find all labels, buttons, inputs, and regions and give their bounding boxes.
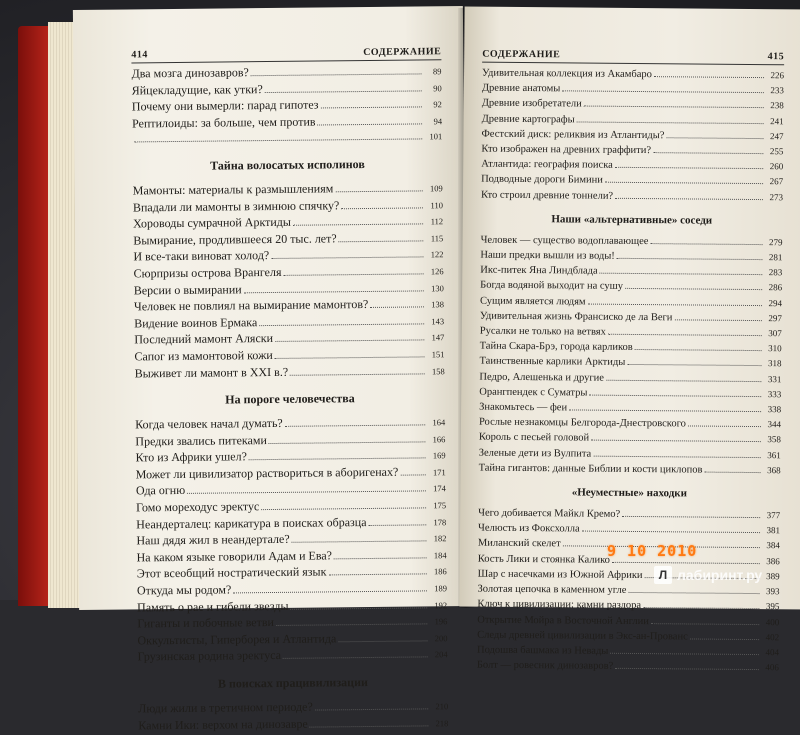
toc-entry-title: Сюрпризы острова Врангеля xyxy=(133,264,282,281)
toc-entry-title: Может ли цивилизатор раствориться в аборигенах? xyxy=(135,464,399,482)
toc-entry-title: Выживет ли мамонт в XXI в.? xyxy=(134,364,289,380)
toc-entry-page: 279 xyxy=(769,236,783,248)
date-stamp: 9 10 2010 xyxy=(607,542,698,560)
toc-entry xyxy=(481,126,783,144)
dot-leader xyxy=(674,319,761,321)
dot-leader xyxy=(612,561,760,563)
toc-entry xyxy=(481,157,783,175)
dot-leader xyxy=(628,592,759,594)
toc-entry-page: 164 xyxy=(432,417,446,428)
toc-entry-title: Атлантида: география поиска xyxy=(481,158,613,172)
toc-entry-title: Камни Ики: верхом на динозавре xyxy=(138,716,308,733)
toc-entry-title: Люди жили в третичном периоде? xyxy=(138,699,313,716)
toc-entry-title: Тайна гигантов: данные Библии и кости циклопов xyxy=(478,462,703,476)
dot-leader xyxy=(261,507,426,510)
open-book xyxy=(18,8,798,733)
dot-leader xyxy=(643,607,759,609)
toc-entry-page: 384 xyxy=(766,540,780,551)
dot-leader xyxy=(622,516,760,518)
toc-entry-page: 307 xyxy=(768,328,782,339)
toc-entry-title: Ода огню xyxy=(135,483,186,498)
toc-entry-title: Тайна Скара-Брэ, города карликов xyxy=(479,340,633,354)
toc-entry-title: Когда человек начал думать? xyxy=(135,415,283,432)
toc-entry-page: 381 xyxy=(766,525,781,536)
dot-leader xyxy=(627,364,761,366)
toc-entry xyxy=(477,643,779,661)
toc-entry-page: 238 xyxy=(770,100,784,111)
toc-entry-page: 166 xyxy=(432,433,446,445)
dot-leader xyxy=(315,708,428,710)
dot-leader xyxy=(269,441,426,444)
toc-entry-page: 200 xyxy=(434,632,448,644)
toc-entry xyxy=(478,521,780,539)
dot-leader xyxy=(187,491,426,495)
dot-leader xyxy=(134,139,422,143)
dot-leader xyxy=(605,182,763,184)
section-heading: Тайна волосатых исполинов xyxy=(210,156,365,173)
toc-entry-title: Видение воинов Ермака xyxy=(134,314,258,331)
toc-entry-title: Откуда мы родом? xyxy=(136,582,232,598)
dot-leader xyxy=(276,624,427,627)
toc-entry-title: Болт — ровесник динозавров? xyxy=(476,659,614,672)
toc-entry xyxy=(479,400,781,418)
toc-entry-title: Наши предки вышли из воды! xyxy=(480,249,615,262)
dot-leader xyxy=(339,240,424,242)
dot-leader xyxy=(321,107,422,109)
toc-entry xyxy=(480,293,782,311)
toc-entry-title: Миланский скелет xyxy=(477,538,561,550)
toc-entry-title: Золотая цепочка в каменном угле xyxy=(477,583,627,597)
watermark-text: лабиринт.ру xyxy=(677,567,763,583)
toc-entry-title: Гиганты и побочные ветви xyxy=(137,615,274,631)
toc-entry-title: Челюсть из Фоксхолла xyxy=(478,522,580,535)
toc-entry xyxy=(482,66,784,84)
toc-entry xyxy=(479,430,781,448)
toc-entry xyxy=(482,81,784,99)
dot-leader xyxy=(251,73,422,76)
toc-entry-page: 178 xyxy=(433,516,447,527)
section-heading: «Неуместные» находки xyxy=(571,486,688,500)
toc-entry-title: Человек — существо водоплавающее xyxy=(480,234,649,247)
dot-leader xyxy=(369,524,427,526)
toc-entry-page: 130 xyxy=(430,282,444,293)
dot-leader xyxy=(608,334,762,336)
toc-entry-title: Древние анатомы xyxy=(481,82,561,95)
toc-entry-page: 241 xyxy=(770,115,784,126)
dot-leader xyxy=(617,258,763,260)
toc-entry-page: 196 xyxy=(434,616,448,627)
toc-entry-title: Человек не повлиял на вымирание мамонтов? xyxy=(133,297,369,314)
toc-entry-title: Шар с насечками из Южной Африки xyxy=(477,568,643,581)
dot-leader xyxy=(259,323,424,326)
toc-entry-page: 402 xyxy=(765,631,780,642)
toc-entry xyxy=(135,363,445,383)
toc-entry-title: Кость Лики и стоянка Калико xyxy=(477,553,610,566)
toc-entry-page: 233 xyxy=(770,85,784,96)
toc-entry-title: Фестский диск: реликвия из Атлантиды? xyxy=(481,128,665,142)
toc-entry-title: Следы древней цивилизации в Экс-ан-Прованс xyxy=(477,629,688,643)
toc-entry-title: Сущим является людям xyxy=(480,295,586,308)
dot-leader xyxy=(233,590,427,593)
toc-entry xyxy=(479,369,781,387)
toc-entry-title: Удивительная жизнь Франсиско де ла Веги xyxy=(479,310,673,324)
toc-entry-title: На каком языке говорили Адам и Ева? xyxy=(136,548,333,565)
section-heading: На пороге человечества xyxy=(225,391,355,407)
toc-entry-page: 158 xyxy=(431,365,445,376)
dot-leader xyxy=(635,349,762,351)
toc-entry-page: 171 xyxy=(432,467,446,478)
toc-entry-page: 386 xyxy=(766,555,780,566)
toc-entry-title: Ключ к цивилизации: камни раздора xyxy=(477,598,642,612)
toc-entry-title: Яйцекладущие, как утки? xyxy=(131,81,263,98)
toc-entry-page: 393 xyxy=(765,586,780,597)
toc-entry-page: 175 xyxy=(433,500,447,511)
toc-entry-page: 189 xyxy=(434,583,447,594)
toc-entry-page: 138 xyxy=(431,299,445,310)
toc-entry-page: 377 xyxy=(766,510,781,521)
toc-entry-page: 361 xyxy=(767,449,781,460)
toc-entry-title: Кто строил древние тоннели? xyxy=(480,189,614,202)
toc-entry-title: Версии о вымирании xyxy=(133,281,242,297)
toc-entry-title: Педро, Алешенька и другие xyxy=(479,371,605,384)
toc-entry-title: Знакомьтесь — феи xyxy=(479,401,568,414)
toc-entry-page: 247 xyxy=(769,130,784,142)
toc-entry-page: 297 xyxy=(768,312,782,324)
toc-entry xyxy=(481,142,783,160)
toc-entry-page: 338 xyxy=(767,404,782,415)
dot-leader xyxy=(283,273,423,275)
dot-leader xyxy=(562,91,764,94)
dot-leader xyxy=(582,531,760,534)
toc-entry-page: 112 xyxy=(430,216,444,227)
toc-entry-page: 260 xyxy=(769,161,784,172)
toc-entry-title: Богда водяной выходит на сушу xyxy=(480,280,624,293)
toc-entry-page: 109 xyxy=(429,183,443,194)
toc-entry-page: 110 xyxy=(430,199,443,210)
left-page xyxy=(73,6,469,733)
toc-entry-page: 281 xyxy=(768,252,783,263)
toc-entry xyxy=(479,354,781,372)
dot-leader xyxy=(275,340,424,343)
dot-leader xyxy=(588,303,762,306)
toc-entry-page: 344 xyxy=(767,419,782,430)
toc-entry-title: Гомо мореходус эректус xyxy=(136,499,260,515)
dot-leader xyxy=(249,458,426,461)
dot-leader xyxy=(328,574,426,576)
toc-entry-page: 174 xyxy=(433,483,446,494)
toc-entry-page: 333 xyxy=(767,389,782,400)
toc-entry-title: Древние картографы xyxy=(481,113,575,126)
dot-leader xyxy=(577,121,764,124)
toc-entry-page: 286 xyxy=(768,282,783,293)
dot-leader xyxy=(584,106,764,109)
left-page-header xyxy=(131,46,441,63)
dot-leader xyxy=(265,90,422,93)
dot-leader xyxy=(291,607,428,609)
dot-leader xyxy=(370,307,424,309)
toc-entry-title: Король с песьей головой xyxy=(478,432,590,445)
toc-entry xyxy=(478,506,780,524)
toc-entry xyxy=(477,627,779,645)
dot-leader xyxy=(705,471,761,472)
dot-leader xyxy=(335,190,422,192)
labirint-logo-icon: Л xyxy=(654,566,672,584)
toc-entry xyxy=(481,232,783,250)
toc-entry-title: Рептилоиды: за больше, чем против xyxy=(131,114,316,131)
toc-entry-page: 122 xyxy=(430,249,444,260)
toc-entry-title: Два мозга динозавров? xyxy=(131,65,249,81)
toc-entry-title: Вымирание, продлившееся 20 тыс. лет? xyxy=(133,231,337,248)
dot-leader xyxy=(688,426,761,428)
toc-entry xyxy=(138,715,448,735)
toc-entry-page: 101 xyxy=(429,131,443,142)
dot-leader xyxy=(651,623,759,625)
toc-entry xyxy=(481,187,783,205)
dot-leader xyxy=(589,394,761,396)
toc-entry-page: 255 xyxy=(769,146,784,157)
right-toc-list xyxy=(477,66,784,676)
dot-leader xyxy=(334,557,427,559)
toc-entry-page: 89 xyxy=(432,66,442,77)
toc-entry xyxy=(477,658,779,676)
dot-leader xyxy=(615,668,759,670)
toc-entry-page: 400 xyxy=(765,616,780,627)
toc-entry-title: И все-таки виноват холод? xyxy=(133,248,270,264)
dot-leader xyxy=(271,257,423,260)
toc-entry-page: 294 xyxy=(768,297,783,308)
toc-entry xyxy=(480,339,782,357)
toc-entry-title: Зеленые дети из Вулпита xyxy=(478,447,592,460)
toc-entry-title: Неандерталец: карикатура в поисках образца xyxy=(136,514,367,532)
toc-entry-title: Кто из Африки ушел? xyxy=(135,449,247,465)
toc-entry-title: Открытие Мойра в Восточной Англии xyxy=(477,614,649,627)
toc-entry xyxy=(480,248,782,266)
watermark xyxy=(654,566,762,584)
toc-entry-page: 147 xyxy=(431,332,445,343)
toc-entry-title: Икс-питек Яна Линдблада xyxy=(480,264,598,277)
dot-leader xyxy=(666,137,763,139)
dot-leader xyxy=(292,541,427,543)
toc-entry xyxy=(482,111,784,129)
toc-entry-page: 318 xyxy=(767,358,782,369)
dot-leader xyxy=(293,224,423,226)
toc-entry-page: 186 xyxy=(433,566,447,577)
toc-entry-title: Кто изображен на древних граффити? xyxy=(481,143,652,157)
toc-entry xyxy=(479,384,781,402)
page-number: 415 xyxy=(767,51,785,63)
toc-entry-page: 182 xyxy=(433,533,447,544)
toc-entry xyxy=(138,647,448,667)
running-head: СОДЕРЖАНИЕ xyxy=(363,46,442,59)
dot-leader xyxy=(625,288,762,290)
dot-leader xyxy=(606,379,761,381)
dot-leader xyxy=(654,76,764,78)
dot-leader xyxy=(653,152,763,154)
toc-entry-page: 368 xyxy=(767,465,781,476)
toc-entry-title: Память о рае и гибели звезды xyxy=(137,598,289,615)
toc-entry-page: 395 xyxy=(765,601,780,612)
running-head: СОДЕРЖАНИЕ xyxy=(482,48,561,61)
toc-entry-page: 406 xyxy=(765,662,779,673)
dot-leader xyxy=(283,657,428,660)
toc-entry-page: 126 xyxy=(430,266,444,277)
dot-leader xyxy=(593,455,760,457)
toc-entry-page: 92 xyxy=(433,99,442,110)
toc-entry-title: Грузинская родина эректуса xyxy=(137,648,282,664)
dot-leader xyxy=(318,123,423,125)
toc-entry-page: 273 xyxy=(769,191,784,202)
dot-leader xyxy=(275,356,425,359)
right-page-header xyxy=(482,49,784,66)
toc-entry-title: Мамонты: материалы к размышлениям xyxy=(132,181,334,198)
toc-entry-page: 331 xyxy=(767,373,782,384)
right-page xyxy=(459,6,800,673)
dot-leader xyxy=(615,197,763,199)
toc-entry-title: Хороводы сумрачной Арктиды xyxy=(133,214,292,231)
toc-entry xyxy=(480,324,782,342)
dot-leader xyxy=(569,409,761,412)
toc-entry xyxy=(480,278,782,296)
toc-entry-page: 210 xyxy=(435,701,449,712)
toc-entry xyxy=(477,612,779,630)
toc-entry-title: Наш дядя жил в неандертале? xyxy=(136,532,290,548)
toc-entry xyxy=(479,460,781,478)
toc-entry-page: 184 xyxy=(433,550,447,561)
toc-entry-page: 310 xyxy=(768,343,782,354)
toc-entry xyxy=(132,130,442,149)
dot-leader xyxy=(615,167,763,169)
dot-leader xyxy=(285,424,425,426)
toc-entry xyxy=(481,172,783,190)
toc-entry-title: Этот всеобщий ностратический язык xyxy=(136,564,327,581)
dot-leader xyxy=(650,243,762,245)
toc-entry-title: Оккультисты, Гиперборея и Атлантида xyxy=(137,631,337,648)
toc-entry-title: Орангпендек с Суматры xyxy=(479,386,588,399)
toc-entry-page: 404 xyxy=(765,647,780,658)
toc-entry xyxy=(480,308,782,326)
toc-entry-title: Древние изобретатели xyxy=(481,98,582,110)
toc-entry-page: 192 xyxy=(434,599,448,610)
dot-leader xyxy=(338,640,427,642)
toc-entry-title: Сапог из мамонтовой кожи xyxy=(134,347,273,364)
section-heading: Наши «альтернативные» соседи xyxy=(551,213,713,227)
toc-entry-page: 151 xyxy=(431,349,445,360)
toc-entry-title: Чего добивается Майкл Кремо? xyxy=(478,507,621,520)
dot-leader xyxy=(591,440,761,442)
toc-entry-title: Рослые незнакомцы Белгорода-Днестровского xyxy=(478,416,686,430)
toc-entry-title: Удивительная коллекция из Акамбаро xyxy=(481,67,652,81)
toc-entry-title: Предки звались питеками xyxy=(135,432,267,449)
toc-entry-page: 143 xyxy=(431,315,445,327)
toc-entry xyxy=(480,263,782,281)
toc-entry-title: Подводные дороги Бимини xyxy=(481,174,603,187)
dot-leader xyxy=(690,638,759,640)
toc-entry-page: 169 xyxy=(432,450,446,461)
toc-entry-title: Русалки не только на ветвях xyxy=(479,325,606,338)
section-heading: В поисках працивилизации xyxy=(217,675,368,691)
dot-leader xyxy=(610,653,759,655)
toc-entry-page: 226 xyxy=(770,70,785,81)
toc-entry xyxy=(479,445,781,463)
toc-entry-page: 267 xyxy=(769,176,784,187)
toc-entry-page: 94 xyxy=(433,115,443,127)
toc-entry-title: Впадали ли мамонты в зимнюю спячку? xyxy=(132,197,340,215)
toc-entry-title: Почему они вымерли: парад гипотез xyxy=(131,97,319,114)
toc-entry-page: 389 xyxy=(766,571,780,582)
dot-leader xyxy=(400,474,425,475)
toc-entry-title: Таинственные карлики Арктиды xyxy=(479,356,626,369)
dot-leader xyxy=(244,290,424,293)
toc-entry-page: 283 xyxy=(768,267,783,278)
toc-entry-page: 204 xyxy=(434,649,448,660)
page-number: 414 xyxy=(131,49,148,61)
dot-leader xyxy=(341,207,423,209)
dot-leader xyxy=(600,273,763,275)
toc-entry xyxy=(477,582,779,600)
toc-entry-page: 218 xyxy=(435,717,449,728)
toc-entry-title: Подошва башмака из Невады xyxy=(476,644,609,657)
toc-entry xyxy=(479,415,781,433)
toc-entry xyxy=(482,96,784,114)
toc-entry-title: Последний мамонт Аляски xyxy=(134,331,274,347)
left-toc-list xyxy=(131,63,448,734)
dot-leader xyxy=(290,373,425,375)
dot-leader xyxy=(310,725,429,727)
toc-entry-page: 115 xyxy=(430,232,444,244)
toc-entry-page: 90 xyxy=(433,82,442,93)
toc-entry-page: 358 xyxy=(767,434,781,445)
